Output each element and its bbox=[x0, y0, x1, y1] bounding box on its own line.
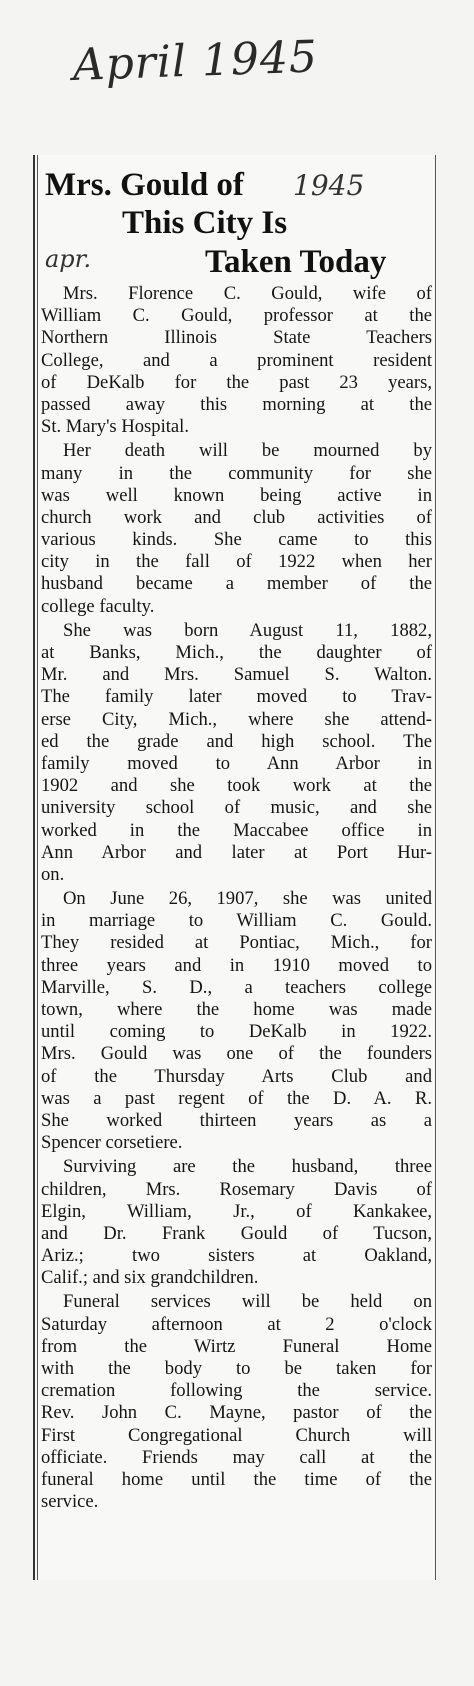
handwritten-year: 1945 bbox=[293, 169, 365, 202]
article-line: The family later moved to Trav- bbox=[41, 686, 432, 708]
article-line: with the body to be taken for bbox=[41, 1358, 432, 1379]
article-line: from the Wirtz Funeral Home bbox=[41, 1335, 432, 1357]
article-line: on. bbox=[41, 863, 65, 885]
article-line: of DeKalb for the past 23 years, bbox=[41, 371, 432, 393]
article-line: She was born August 11, 1882, bbox=[63, 619, 432, 641]
article-line: in marriage to William C. Gould. bbox=[41, 910, 432, 932]
article-line: children, Mrs. Rosemary Davis of bbox=[41, 1178, 432, 1200]
article-paragraph bbox=[41, 888, 432, 1154]
article-line: Mrs. Florence C. Gould, wife of bbox=[63, 283, 432, 304]
article-line: cremation following the service. bbox=[41, 1380, 432, 1402]
article-paragraph bbox=[41, 440, 432, 618]
article-line: 1902 and she took work at the bbox=[41, 775, 432, 797]
article-line: Saturday afternoon at 2 o'clock bbox=[41, 1313, 432, 1335]
handwritten-month: apr. bbox=[45, 245, 92, 273]
article-line: town, where the home was made bbox=[41, 999, 432, 1020]
article-line: ed the grade and high school. The bbox=[41, 730, 432, 752]
article-line: Calif.; and six grandchildren. bbox=[41, 1267, 259, 1289]
article-line: church work and club activities of bbox=[41, 506, 432, 528]
article-line: They resided at Pontiac, Mich., for bbox=[41, 932, 432, 954]
article-line: was well known being active in bbox=[41, 484, 432, 506]
headline-line-1: Mrs. Gould of bbox=[45, 167, 244, 203]
article-line: On June 26, 1907, she was united bbox=[63, 888, 432, 910]
article-line: Mr. and Mrs. Samuel S. Walton. bbox=[41, 664, 432, 686]
article-line: Spencer corsetiere. bbox=[41, 1132, 183, 1154]
article-line: Northern Illinois State Teachers bbox=[41, 327, 432, 349]
article-line: various kinds. She came to this bbox=[41, 529, 432, 551]
headline-line-2: This City Is bbox=[122, 205, 288, 241]
article-line: Elgin, William, Jr., of Kankakee, bbox=[41, 1200, 432, 1222]
article-paragraph bbox=[41, 1156, 432, 1289]
article-line: First Congregational Church will bbox=[41, 1424, 432, 1446]
article-line: Ariz.; two sisters at Oakland, bbox=[41, 1245, 432, 1267]
article-line: Mrs. Gould was one of the founders bbox=[41, 1043, 432, 1065]
article-line: Ann Arbor and later at Port Hur- bbox=[41, 841, 432, 863]
article-line: officiate. Friends may call at the bbox=[41, 1446, 432, 1468]
article-paragraph bbox=[41, 283, 432, 438]
article-line: erse City, Mich., where she attend- bbox=[41, 708, 432, 730]
article-line: Marville, S. D., a teachers college bbox=[41, 976, 432, 998]
article-line: Surviving are the husband, three bbox=[63, 1156, 432, 1178]
article-line: Her death will be mourned by bbox=[63, 440, 432, 462]
article-line: Rev. John C. Mayne, pastor of the bbox=[41, 1402, 432, 1424]
article-line: worked in the Maccabee office in bbox=[41, 819, 432, 841]
article-line: of the Thursday Arts Club and bbox=[41, 1065, 432, 1087]
article-line: Funeral services will be held on bbox=[63, 1291, 432, 1313]
article-line: family moved to Ann Arbor in bbox=[41, 752, 432, 774]
newspaper-clipping bbox=[33, 155, 436, 1580]
article-line: William C. Gould, professor at the bbox=[41, 305, 432, 327]
article-line: until coming to DeKalb in 1922. bbox=[41, 1021, 432, 1043]
article-body bbox=[41, 283, 432, 1515]
article-line: passed away this morning at the bbox=[41, 393, 432, 415]
article-line: St. Mary's Hospital. bbox=[41, 416, 189, 438]
article-line: and Dr. Frank Gould of Tucson, bbox=[41, 1222, 432, 1244]
article-line: city in the fall of 1922 when her bbox=[41, 551, 432, 573]
article-line: husband became a member of the bbox=[41, 573, 432, 595]
article-line: college faculty. bbox=[41, 595, 155, 617]
article-line: three years and in 1910 moved to bbox=[41, 954, 432, 976]
article-paragraph bbox=[41, 1291, 432, 1513]
article-line: service. bbox=[41, 1491, 99, 1513]
article-line: many in the community for she bbox=[41, 462, 432, 484]
article-line: university school of music, and she bbox=[41, 797, 432, 819]
article-line: She worked thirteen years as a bbox=[41, 1109, 432, 1131]
handwritten-date: April 1945 bbox=[72, 31, 319, 91]
article-line: College, and a prominent resident bbox=[41, 349, 432, 371]
article-line: at Banks, Mich., the daughter of bbox=[41, 642, 432, 663]
article-line: was a past regent of the D. A. R. bbox=[41, 1087, 432, 1109]
article-line: funeral home until the time of the bbox=[41, 1468, 432, 1490]
headline-line-3: Taken Today bbox=[205, 244, 387, 280]
article-paragraph bbox=[41, 620, 432, 886]
